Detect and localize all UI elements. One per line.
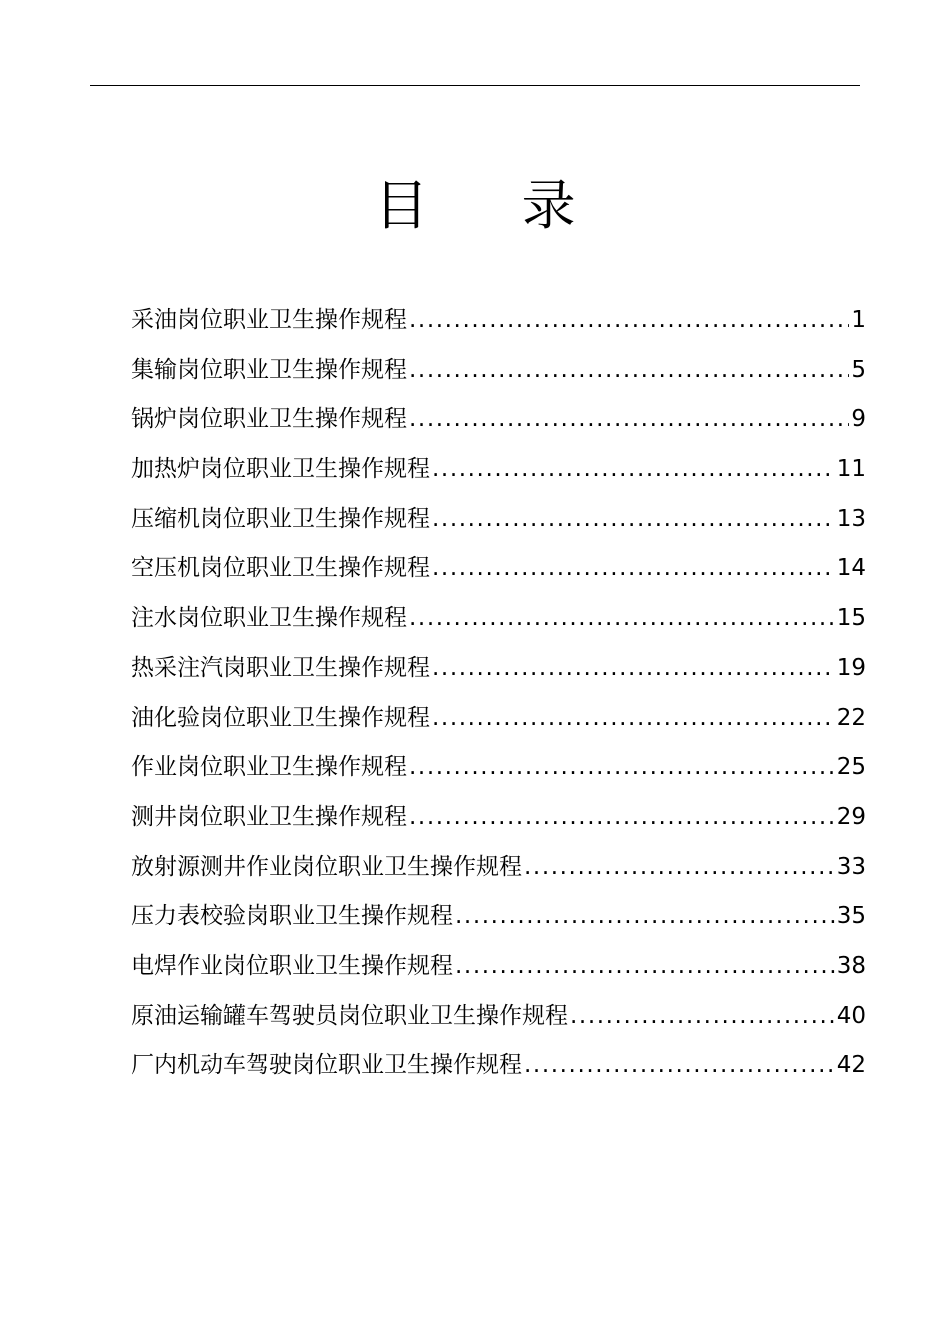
toc-entry-text: 作业岗位职业卫生操作规程 [131, 754, 407, 781]
toc-page-number: 42 [836, 1052, 866, 1079]
toc-entry[interactable] [131, 895, 866, 945]
toc-page-number: 40 [836, 1002, 866, 1029]
toc-entry-text: 热采注汽岗职业卫生操作规程 [131, 654, 430, 681]
toc-entry[interactable] [131, 697, 866, 747]
toc-entry[interactable] [131, 995, 866, 1045]
toc-leader-dots [432, 547, 835, 589]
toc-leader-dots [409, 349, 849, 391]
toc-page-number: 5 [851, 356, 866, 383]
toc-leader-dots [409, 398, 849, 440]
toc-entry-text: 注水岗位职业卫生操作规程 [131, 605, 407, 632]
toc-entry[interactable] [131, 746, 866, 796]
toc-page-number: 29 [836, 803, 866, 830]
toc-entry[interactable] [131, 647, 866, 697]
toc-leader-dots [409, 299, 849, 341]
toc-entry-text: 锅炉岗位职业卫生操作规程 [131, 406, 407, 433]
toc-entry-text: 压力表校验岗职业卫生操作规程 [131, 903, 453, 930]
toc-title: 目 录 [374, 174, 614, 237]
toc-leader-dots [432, 647, 835, 689]
toc-entry[interactable] [131, 547, 866, 597]
toc-leader-dots [455, 895, 835, 937]
toc-leader-dots [524, 846, 835, 888]
toc-leader-dots [432, 448, 835, 490]
header-rule [90, 85, 860, 86]
toc-leader-dots [409, 597, 835, 639]
toc-entry-text: 采油岗位职业卫生操作规程 [131, 307, 407, 333]
toc-page-number: 15 [836, 605, 866, 632]
toc-page-number: 9 [851, 406, 866, 433]
toc-page-number: 14 [836, 555, 866, 582]
toc-entry[interactable] [131, 1044, 866, 1094]
toc-entry[interactable] [131, 945, 866, 995]
toc-page-number: 33 [836, 853, 866, 880]
toc-page-number: 22 [836, 704, 866, 731]
toc-entry-text: 油化验岗位职业卫生操作规程 [131, 704, 430, 731]
toc-entry-text: 集输岗位职业卫生操作规程 [131, 356, 407, 383]
toc-entry-text: 厂内机动车驾驶岗位职业卫生操作规程 [131, 1052, 522, 1079]
toc-page-number: 1 [851, 307, 866, 333]
toc-entry-text: 测井岗位职业卫生操作规程 [131, 803, 407, 830]
toc-leader-dots [570, 995, 835, 1037]
toc-page-number: 13 [836, 505, 866, 532]
toc-entry[interactable] [131, 299, 866, 349]
toc-entry-text: 电焊作业岗位职业卫生操作规程 [131, 952, 453, 979]
toc-entry-text: 放射源测井作业岗位职业卫生操作规程 [131, 853, 522, 880]
toc-page-number: 38 [836, 952, 866, 979]
toc-entry[interactable] [131, 597, 866, 647]
toc-page-number: 25 [836, 754, 866, 781]
toc-entry[interactable] [131, 796, 866, 846]
toc-entry-text: 加热炉岗位职业卫生操作规程 [131, 456, 430, 483]
toc-page-number: 11 [836, 456, 866, 483]
toc-entry-text: 压缩机岗位职业卫生操作规程 [131, 505, 430, 532]
toc-leader-dots [455, 945, 835, 987]
toc-leader-dots [409, 796, 835, 838]
toc-entry[interactable] [131, 448, 866, 498]
toc-list [131, 299, 866, 1094]
toc-entry[interactable] [131, 498, 866, 548]
toc-entry-text: 空压机岗位职业卫生操作规程 [131, 555, 430, 582]
toc-leader-dots [432, 697, 835, 739]
toc-leader-dots [524, 1044, 835, 1086]
toc-entry[interactable] [131, 398, 866, 448]
toc-leader-dots [409, 746, 835, 788]
toc-page-number: 35 [836, 903, 866, 930]
toc-entry[interactable] [131, 846, 866, 896]
toc-entry[interactable] [131, 349, 866, 399]
toc-page-number: 19 [836, 654, 866, 681]
toc-leader-dots [432, 498, 835, 540]
toc-entry-text: 原油运输罐车驾驶员岗位职业卫生操作规程 [131, 1002, 568, 1029]
